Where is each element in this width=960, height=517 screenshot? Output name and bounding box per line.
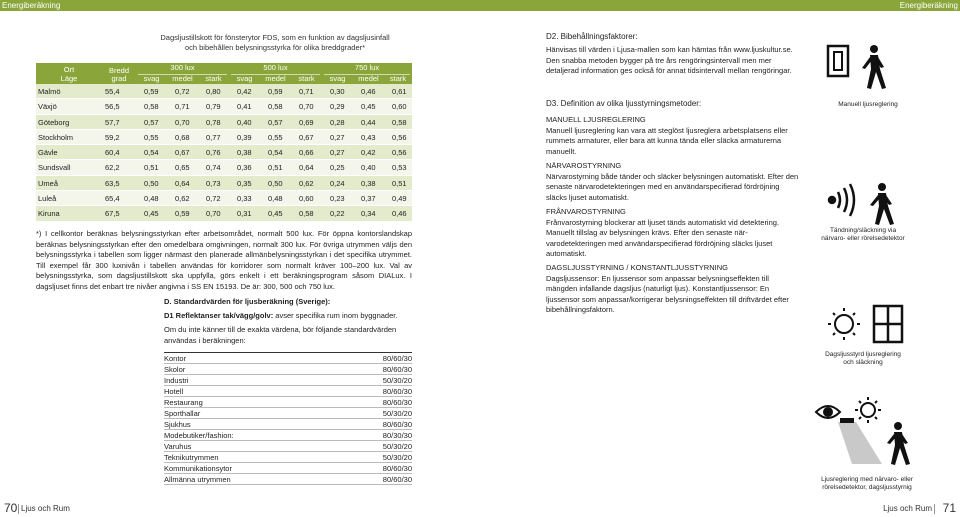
page-number-right: 71	[942, 501, 956, 515]
cell-ort: Gävle	[38, 148, 58, 158]
cell-value: 0,28	[330, 117, 345, 127]
caption-manual: Manuell ljusreglering	[838, 101, 898, 108]
cell-value: 0,72	[206, 194, 221, 204]
table-caption	[140, 33, 410, 53]
sub-svag-2: svag	[236, 74, 253, 83]
cell-value: 0,80	[206, 87, 221, 96]
section-absence	[546, 207, 800, 260]
walking-person-icon	[887, 422, 910, 465]
cell-value: 0,62	[175, 194, 190, 204]
reflectance-row	[164, 430, 412, 441]
cell-value: 0,42	[361, 148, 376, 158]
presence-heading: NÄRVAROSTYRNING	[546, 161, 622, 170]
cell-value: 0,40	[361, 163, 376, 173]
cell-value: 0,51	[268, 163, 283, 173]
reflectance-value: 50/30/20	[382, 409, 412, 418]
room-type: Teknikutrymmen	[164, 453, 219, 462]
cell-value: 0,37	[361, 194, 376, 204]
cell-value: 0,53	[392, 163, 407, 173]
d1-title-rest: avser specifika rum inom byggnader.	[273, 311, 398, 320]
cell-value: 0,50	[144, 178, 159, 188]
room-type: Modebutiker/fashion:	[164, 431, 234, 440]
room-type: Sporthallar	[164, 409, 201, 418]
combined-control-illustration	[812, 392, 922, 472]
group-300: 300 lux	[170, 63, 195, 72]
table-caption-line2: och bibehållen belysningsstyrka för olika breddgrader*	[184, 43, 366, 52]
cell-grad: 65,4	[105, 194, 120, 204]
table-row	[36, 160, 412, 175]
cell-value: 0,39	[237, 132, 252, 142]
sub-stark-3: stark	[389, 74, 407, 83]
cell-value: 0,25	[330, 163, 345, 173]
reflectance-row	[164, 474, 412, 485]
cell-value: 0,42	[237, 87, 252, 96]
cell-ort: Kiruna	[38, 209, 60, 219]
cell-value: 0,51	[144, 163, 159, 173]
footer-separator-right	[934, 504, 935, 514]
sub-medel-1: medel	[172, 74, 193, 83]
table-row	[36, 145, 412, 160]
sub-medel-3: medel	[358, 74, 379, 83]
cell-ort: Luleå	[38, 194, 57, 204]
cell-value: 0,36	[237, 163, 252, 173]
group-750: 750 lux	[354, 63, 380, 72]
cell-value: 0,23	[330, 194, 345, 204]
table-caption-line1: Dagsljustillskott för fönsterytor FDS, som en funktion av dagsljusinfall	[160, 33, 390, 42]
cell-value: 0,56	[392, 132, 407, 142]
cell-value: 0,34	[361, 209, 376, 219]
section-d3-title: D3. Definition av olika ljusstyrningsmetoder:	[546, 99, 702, 108]
section-manual	[546, 115, 800, 157]
cell-value: 0,31	[237, 209, 252, 219]
manual-heading: MANUELL LJUSREGLERING	[546, 115, 646, 124]
reflectance-row	[164, 397, 412, 408]
cell-value: 0,46	[361, 87, 376, 96]
cell-grad: 57,7	[105, 117, 120, 127]
cell-value: 0,33	[237, 194, 252, 204]
cell-value: 0,43	[361, 132, 376, 142]
table-row	[36, 99, 412, 114]
caption-presence-line2: närvaro- eller rörelsedetektor	[821, 235, 905, 242]
cell-grad: 59,2	[105, 132, 120, 142]
cell-value: 0,24	[330, 178, 345, 188]
cell-value: 0,54	[268, 148, 283, 158]
sub-svag-3: svag	[329, 74, 346, 83]
footer	[0, 501, 960, 517]
table-body	[36, 84, 412, 222]
reflectance-value: 50/30/20	[382, 453, 412, 462]
cell-value: 0,64	[175, 178, 190, 188]
sun-icon	[828, 308, 860, 340]
table-row	[36, 191, 412, 206]
section-d1-text: Om du inte känner till de exakta värdena, bör följande standardvärden användas i beräkningen:	[164, 325, 397, 345]
cell-value: 0,51	[392, 178, 407, 188]
reflectance-row	[164, 463, 412, 474]
cell-value: 0,45	[361, 102, 376, 112]
group-500: 500 lux	[263, 63, 288, 72]
room-type: Varuhus	[164, 442, 192, 451]
caption-presence	[808, 227, 918, 243]
room-type: Skolor	[164, 365, 186, 374]
reflectance-row	[164, 452, 412, 463]
cell-value: 0,58	[392, 117, 407, 127]
cell-value: 0,38	[361, 178, 376, 188]
cell-grad: 60,4	[105, 148, 120, 158]
wall-switch-icon	[828, 46, 848, 76]
cell-value: 0,48	[268, 194, 283, 204]
cell-value: 0,67	[299, 132, 314, 142]
section-d2-title: D2. Bibehållningsfaktorer:	[546, 32, 638, 41]
room-type: Kommunikationsytor	[164, 464, 232, 473]
col-bredd: Bredd	[108, 66, 129, 75]
cell-value: 0,78	[206, 117, 221, 127]
section-daylight	[546, 263, 800, 316]
cell-value: 0,79	[206, 102, 221, 112]
room-type: Allmänna utrymmen	[164, 475, 231, 484]
reflectance-value: 80/60/30	[382, 398, 412, 407]
cell-value: 0,55	[144, 132, 159, 142]
book-title-right: Ljus och Rum	[883, 504, 932, 513]
reflectance-row	[164, 375, 412, 386]
cell-ort: Göteborg	[38, 117, 70, 127]
header-bar	[0, 0, 960, 11]
lamp-icon	[840, 418, 854, 423]
cell-value: 0,58	[299, 209, 314, 219]
absence-text: Frånvarostyrning blockerar att ljuset tänds automatiskt vid detektering. Manuellt tillslag av belysningen krävs. Efter den senaste närvarodetekteringen med användarspecifierad fördröjning släcks ljuset automatiskt.	[546, 217, 780, 259]
header-left: Energiberäkning	[2, 1, 61, 10]
cell-value: 0,60	[392, 102, 407, 112]
reflectance-value: 80/60/30	[382, 354, 412, 363]
reflectance-row	[164, 364, 412, 375]
reflectance-table	[164, 352, 412, 485]
reflectance-value: 80/60/30	[382, 420, 412, 429]
cell-value: 0,27	[330, 132, 345, 142]
cell-value: 0,29	[330, 102, 345, 112]
cell-value: 0,71	[299, 87, 314, 96]
cell-value: 0,50	[268, 178, 283, 188]
light-beam-icon	[838, 422, 882, 464]
cell-value: 0,61	[392, 87, 407, 96]
page-number-left: 70	[4, 501, 18, 515]
cell-ort: Sundsvall	[38, 163, 71, 173]
d1-title-bold: D1 Reflektanser tak/vägg/golv:	[164, 311, 274, 320]
sub-medel-2: medel	[265, 74, 286, 83]
cell-value: 0,48	[144, 194, 159, 204]
cell-value: 0,54	[144, 148, 159, 158]
cell-value: 0,58	[268, 102, 283, 112]
cell-value: 0,55	[268, 132, 283, 142]
cell-value: 0,57	[144, 117, 159, 127]
table-row	[36, 130, 412, 145]
caption-daylight-line2: och släckning	[843, 359, 883, 366]
reflectance-row	[164, 441, 412, 452]
table-header	[36, 63, 412, 84]
cell-ort: Växjö	[38, 102, 57, 112]
reflectance-value: 80/60/30	[382, 365, 412, 374]
section-d1-title	[164, 311, 397, 320]
cell-grad: 55,4	[105, 87, 120, 96]
sub-svag-1: svag	[143, 74, 160, 83]
daylight-text: Dagsljussensor: En ljussensor som anpassar belysningseffekten till mängden infallande dagsljus (naturligt ljus). Konstantljussensor: En ljussensor som anpassar/korrigerar belysningseffekten till driftvärdet efter bibehållningsfaktorn.	[546, 273, 789, 315]
section-d-title: D. Standardvärden för ljusberäkning (Sverige):	[164, 297, 331, 306]
room-type: Sjukhus	[164, 420, 191, 429]
cell-value: 0,44	[361, 117, 376, 127]
reflectance-row	[164, 386, 412, 397]
walking-person-icon	[862, 45, 886, 89]
cell-value: 0,70	[206, 209, 221, 219]
motion-sensor-icon	[829, 184, 854, 216]
table-row	[36, 84, 412, 99]
cell-value: 0,41	[237, 102, 252, 112]
caption-combined-line2: rörelsedetektor, dagsljusstyrnig	[822, 484, 912, 491]
walking-person-icon	[870, 183, 894, 225]
table-footnote: *) I cellkontor beräknas belysningsstyrkan efter arbetsområdet, normalt 500 lux. För öppna kontorslandskap beräknas belysningsstyrkan efter den omedelbara omgivningen, normalt 300 lux. För övriga utrymmen väljs den belysningsstyrka i tabellen som ligger närmast den planerade allmänbelysningsstyrkan i det specifika utrymmet. Till exempel får 300 luxnivån i tabellen användas för korridorer som normalt kräver 100–200 lux. Val av belysningsstyrka, som dagsljustillskott ska uppfylla, görs enkelt i ett beräkningsprogram såsom DIALux. I dagsljuset finns det enbart tre nivåer angivna i SS EN 15193. De är: 300, 500 och 750 lux.	[36, 229, 412, 291]
manual-text: Manuell ljusreglering kan vara att steglöst ljusreglera arbetsplatsens eller rummets armaturer, eller bara att kunna tända eller släcka armaturerna manuellt.	[546, 125, 788, 156]
table-row	[36, 176, 412, 191]
section-presence	[546, 161, 800, 203]
sub-stark-1: stark	[205, 74, 222, 83]
caption-presence-line1: Tändning/släckning via	[829, 227, 897, 234]
presence-detector-illustration	[820, 178, 910, 228]
col-lage: Läge	[60, 74, 78, 83]
cell-grad: 63,5	[105, 178, 120, 188]
cell-value: 0,68	[175, 132, 190, 142]
sub-stark-2: stark	[298, 74, 315, 83]
room-type: Hotell	[164, 387, 184, 396]
cell-value: 0,77	[206, 132, 221, 142]
room-type: Restaurang	[164, 398, 203, 407]
cell-value: 0,46	[392, 209, 407, 219]
cell-value: 0,64	[299, 163, 314, 173]
daylight-heading: DAGSLJUSSTYRNING / KONSTANTLJUSSTYRNING	[546, 263, 728, 272]
cell-value: 0,70	[175, 117, 190, 127]
col-grad: grad	[111, 74, 127, 83]
reflectance-value: 80/60/30	[382, 387, 412, 396]
reflectance-value: 50/30/20	[382, 376, 412, 385]
cell-value: 0,57	[268, 117, 283, 127]
caption-combined	[808, 476, 926, 492]
absence-heading: FRÅNVAROSTYRNING	[546, 207, 626, 216]
caption-combined-line1: Ljusreglering med närvaro- eller	[821, 476, 913, 483]
cell-grad: 67,5	[105, 209, 120, 219]
cell-value: 0,27	[330, 148, 345, 158]
cell-value: 0,59	[144, 87, 159, 96]
reflectance-row	[164, 419, 412, 430]
cell-value: 0,73	[206, 178, 221, 188]
reflectance-row	[164, 353, 412, 364]
cell-value: 0,59	[268, 87, 283, 96]
manual-dimming-illustration	[818, 36, 898, 96]
caption-daylight-line1: Dagsljusstyrd ljusreglering	[825, 351, 901, 358]
cell-ort: Malmö	[38, 87, 61, 96]
section-d2-text: Hänvisas till värden i Ljusa-mallen som kan hämtas från www.ljuskultur.se. Den snabba metoden bygger på tre års rengöringsintervall men mer detaljerad information ges också för annat tidsintervall mellan rengöringar.	[546, 45, 793, 76]
header-right: Energiberäkning	[899, 1, 958, 10]
cell-value: 0,71	[175, 102, 190, 112]
room-type: Kontor	[164, 354, 187, 363]
col-ort: Ort	[63, 65, 75, 74]
cell-value: 0,45	[144, 209, 159, 219]
cell-value: 0,69	[299, 117, 314, 127]
presence-text: Närvarostyrning både tänder och släcker belysningen automatiskt. Efter den senaste närvarodetekteringen med en användarspecifierad fördröjning släcks ljuset automatiskt.	[546, 171, 799, 202]
cell-value: 0,62	[299, 178, 314, 188]
cell-value: 0,40	[237, 117, 252, 127]
cell-value: 0,59	[175, 209, 190, 219]
cell-value: 0,74	[206, 163, 221, 173]
cell-value: 0,60	[299, 194, 314, 204]
cell-value: 0,35	[237, 178, 252, 188]
cell-value: 0,66	[299, 148, 314, 158]
footer-separator-left	[18, 504, 19, 514]
cell-value: 0,67	[175, 148, 190, 158]
sun-icon	[855, 397, 881, 423]
daylight-control-illustration	[822, 298, 912, 348]
cell-value: 0,65	[175, 163, 190, 173]
cell-value: 0,56	[392, 148, 407, 158]
reflectance-value: 80/60/30	[382, 475, 412, 484]
window-icon	[874, 306, 902, 342]
cell-ort: Stockholm	[38, 132, 74, 142]
book-title-left: Ljus och Rum	[21, 504, 70, 513]
cell-value: 0,22	[330, 209, 345, 219]
cell-value: 0,38	[237, 148, 252, 158]
cell-value: 0,45	[268, 209, 283, 219]
cell-grad: 62,2	[105, 163, 120, 173]
cell-value: 0,30	[330, 87, 345, 96]
room-type: Industri	[164, 376, 189, 385]
cell-value: 0,72	[175, 87, 190, 96]
cell-value: 0,76	[206, 148, 221, 158]
caption-daylight	[808, 351, 918, 367]
reflectance-row	[164, 408, 412, 419]
cell-ort: Umeå	[38, 178, 59, 188]
reflectance-value: 80/60/30	[382, 464, 412, 473]
cell-value: 0,58	[144, 102, 159, 112]
table-row	[36, 206, 412, 221]
table-row	[36, 115, 412, 130]
cell-value: 0,49	[392, 194, 407, 204]
reflectance-value: 80/30/30	[382, 431, 412, 440]
eye-icon	[816, 406, 840, 418]
cell-grad: 56,5	[105, 102, 120, 112]
reflectance-value: 50/30/20	[382, 442, 412, 451]
cell-value: 0,70	[299, 102, 314, 112]
